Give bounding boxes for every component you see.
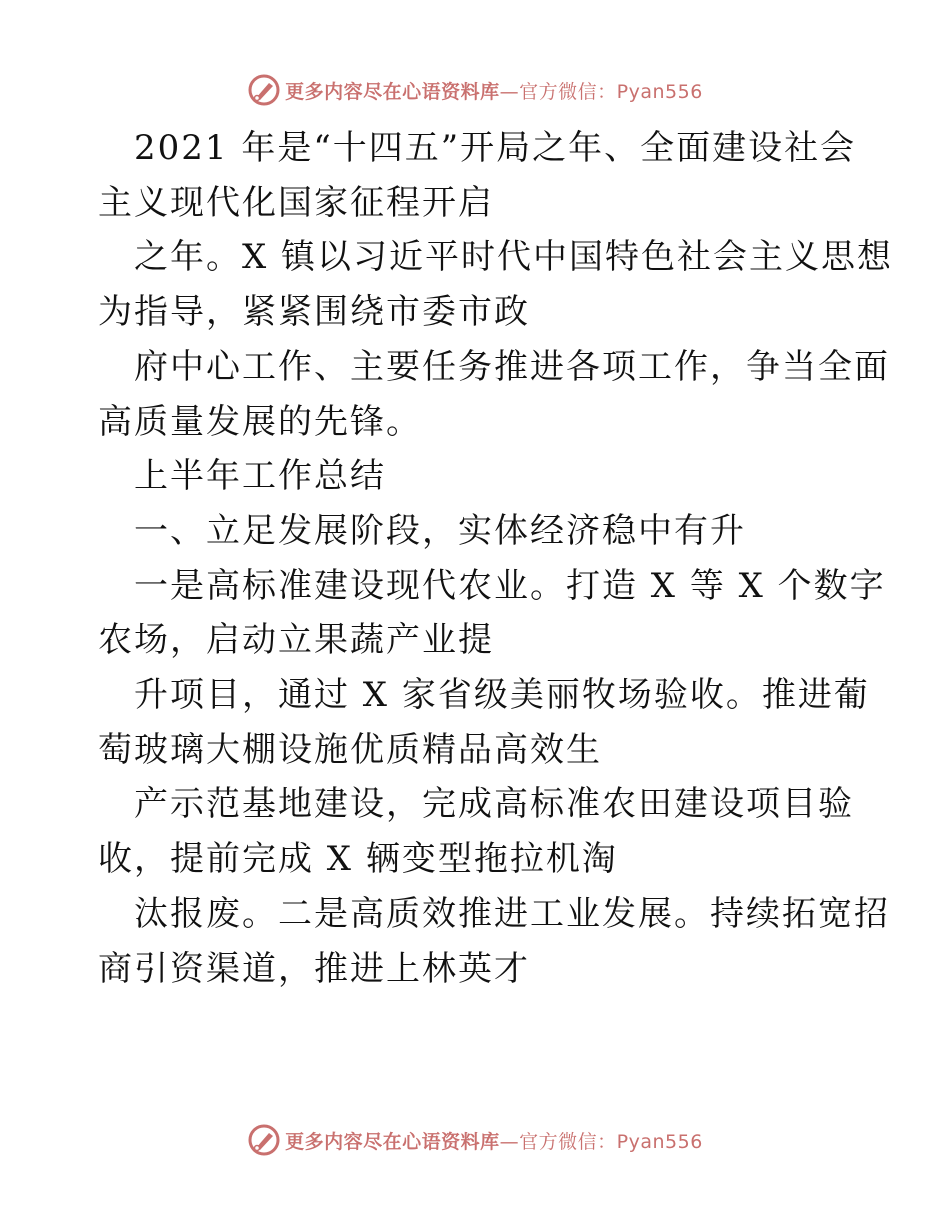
watermark-suffix: —官方微信：Pyan556 [499, 1130, 703, 1153]
document-body [98, 121, 894, 996]
watermark-prefix: 更多内容尽在心语资料库 [285, 80, 500, 103]
paragraph-line: 萄玻璃大棚设施优质精品高效生 [98, 729, 602, 770]
paragraph-line: 农场，启动立果蔬产业提 [98, 620, 494, 661]
paragraph [98, 340, 890, 449]
paragraph-line: 产示范基地建设，完成高标准农田建设项目验 [134, 784, 854, 825]
section-heading [98, 449, 858, 504]
paragraph-line: 上半年工作总结 [134, 456, 386, 497]
pen-logo-icon [247, 1123, 281, 1157]
paragraph [98, 559, 886, 668]
watermark-text [285, 1127, 703, 1154]
paragraph-line: 升项目，通过 X 家省级美丽牧场验收。推进葡 [134, 675, 870, 716]
paragraph-line: 收，提前完成 X 辆变型拖拉机淘 [98, 839, 618, 880]
paragraph-line: 高质量发展的先锋。 [98, 401, 422, 442]
paragraph [98, 121, 858, 230]
watermark-prefix: 更多内容尽在心语资料库 [285, 1130, 500, 1153]
paragraph-line: 商引资渠道，推进上林英才 [98, 948, 530, 989]
watermark-text [285, 77, 703, 104]
paragraph-line: 之年。X 镇以习近平时代中国特色社会主义思想 [134, 237, 894, 278]
paragraph [98, 887, 890, 996]
paragraph [98, 777, 858, 886]
subsection-heading [98, 504, 858, 559]
watermark-header [0, 70, 950, 110]
paragraph [98, 668, 870, 777]
pen-logo-icon [247, 73, 281, 107]
paragraph-line: 一是高标准建设现代农业。打造 X 等 X 个数字 [134, 565, 886, 606]
paragraph-line: 为指导，紧紧围绕市委市政 [98, 292, 530, 333]
paragraph-line: 府中心工作、主要任务推进各项工作，争当全面 [134, 346, 890, 387]
paragraph-line: 2021 年是“十四五”开局之年、全面建设社会 [134, 128, 857, 168]
watermark-suffix: —官方微信：Pyan556 [499, 80, 703, 103]
paragraph-line: 一、立足发展阶段，实体经济稳中有升 [134, 510, 746, 551]
watermark-footer [0, 1120, 950, 1160]
paragraph [98, 230, 894, 339]
paragraph-line: 汰报废。二是高质效推进工业发展。持续拓宽招 [134, 893, 890, 934]
paragraph-line: 主义现代化国家征程开启 [98, 182, 494, 223]
